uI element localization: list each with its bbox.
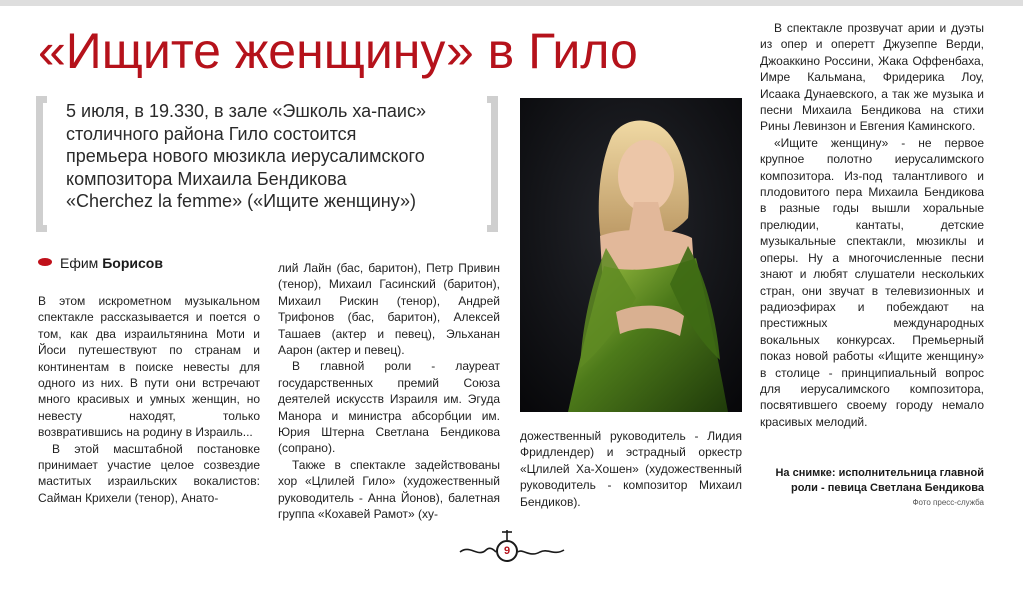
author-byline (38, 254, 163, 272)
paragraph: В этой масштабной постановке принимает участие целое созвездие маститых израильских вокалистов: Сайман Крихели (тенор), Анато- (38, 441, 260, 505)
top-border (0, 0, 1023, 6)
lead-paragraph (66, 100, 494, 213)
red-dot-icon (38, 258, 52, 266)
page-number: 9 (496, 540, 518, 562)
lead-line: композитора Михаила Бендикова (66, 168, 347, 189)
lead-line: 5 июля, в 19.330, в зале «Эшколь ха-паис» (66, 101, 426, 121)
author-first-name: Ефим (60, 255, 99, 271)
text-column-3 (520, 428, 742, 510)
paragraph: В этом искрометном музыкальном спектакле рассказывается и поется о том, как два израильтянина Моти и Йоси путешествуют по странам и континентам в поиске невесты для одного из них. В пути они встречают много красивых и умных женщин, но невесту находят, только возвратившись на родину в Израиль... (38, 294, 260, 440)
text-column-4 (760, 20, 984, 430)
paragraph: дожественный руководитель - Лидия Фридлендер) и эстрадный оркестр «Цлилей Ха-Хошен» (художественный руководитель - композитор Михаил Бендиков). (520, 429, 742, 509)
author-last-name: Борисов (102, 255, 163, 271)
text-column-1 (38, 293, 260, 506)
photo-credit: Фото пресс-служба (912, 498, 984, 507)
paragraph: лий Лайн (бас, баритон), Петр Привин (тенор), Михаил Гасинский (баритон), Михаил Рискин (тенор), Андрей Трифонов (бас, баритон), Алексей Ташаев (актер и певец), Эльханан Аарон (актер и певец). (278, 261, 500, 358)
paragraph: В спектакле прозвучат арии и дуэты из опер и оперетт Джузеппе Верди, Джоаккино Россини, Жака Оффенбаха, Имре Кальмана, Фридерика Лоу, Исаака Дунаевского, а так же музыка и песни Михаила Бендикова на стихи Рины Левинзон и Евгения Каминского. (760, 21, 984, 134)
paragraph: «Ищите женщину» - не первое крупное полотно иерусалимского композитора. Из-под талантливого и плодовитого пера Михаила Бендикова в разные годы вышли хоральные прелюдии, кантаты, детские музыкальные спектакли, мюзиклы и оперы. Ну а многочисленные песни знают и любят слушатели нескольких стран, они звучат в телевизионных и радиоэфирах и побеждают на престижных международных вокальных конкурсах. Премьерный показ новой работы «Ищите женщину» в столице - принципиальный вопрос для иерусалимского композитора, посвятившего своему городу немало красивых мелодий. (760, 135, 984, 429)
lead-line: столичного района Гило состоится (66, 123, 357, 144)
page-number-ornament (456, 528, 568, 576)
singer-photo (520, 98, 742, 412)
photo-caption (740, 466, 984, 496)
paragraph: Также в спектакле задействованы хор «Цлилей Гило» (художественный руководитель - Анна Йонов), балетная группа «Кохавей Рамот» (ху- (278, 457, 500, 522)
lead-line: «Cherchez la femme» («Ищите женщину») (66, 191, 416, 211)
article-headline: «Ищите женщину» в Гило (38, 23, 638, 79)
lead-box (36, 96, 498, 232)
singer-portrait-illustration (520, 98, 742, 412)
text-column-2 (278, 260, 500, 523)
lead-line: премьера нового мюзикла иерусалимского (66, 146, 425, 166)
lead-bracket-left (36, 96, 47, 232)
paragraph: В главной роли - лауреат государственных премий Союза деятелей искусств Израиля им. Эгуда Манора и министра абсорбции им. Юрия Штерна Светлана Бендикова (сопрано). (278, 359, 500, 456)
caption-line: роли - певица Светлана Бендикова (791, 482, 984, 494)
caption-line: На снимке: исполнительница главной (775, 467, 984, 479)
